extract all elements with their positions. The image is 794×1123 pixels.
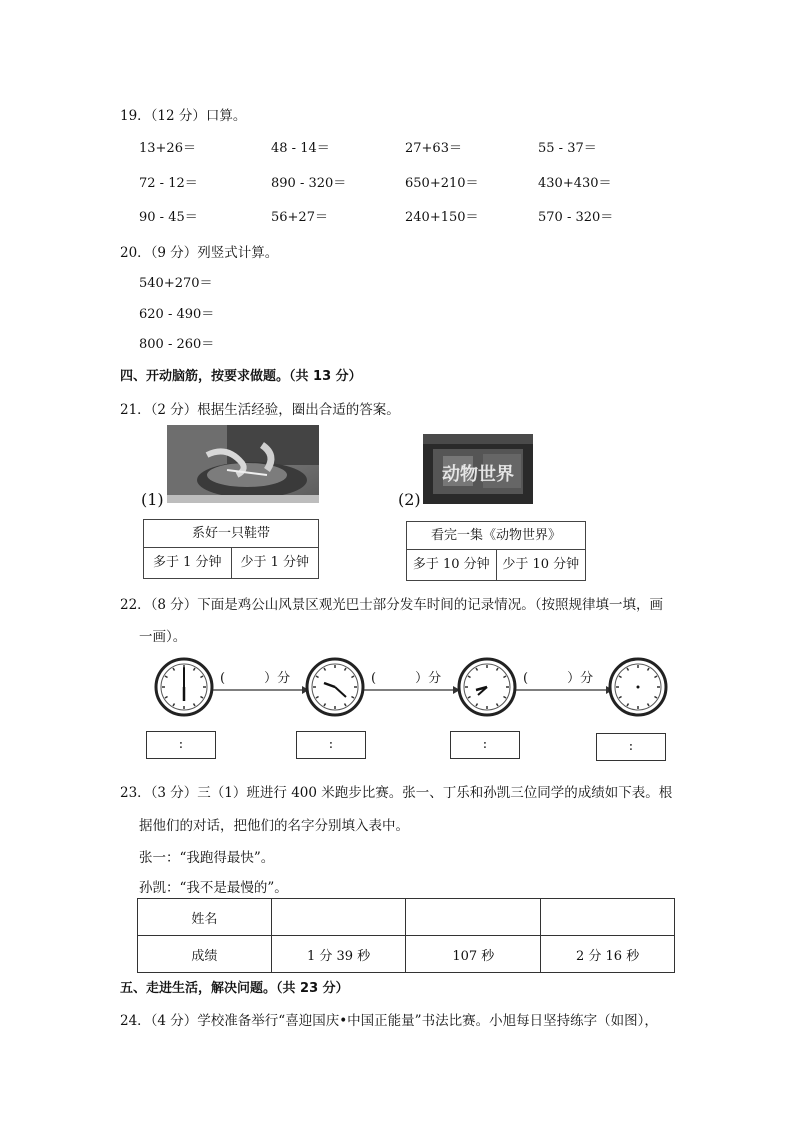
calc-item: 620 - 490＝ <box>139 307 215 322</box>
score-header: 成绩 <box>138 936 272 973</box>
part-2-label: (2) <box>398 490 421 509</box>
table-row <box>138 936 675 973</box>
calc-item: 650+210＝ <box>405 176 479 191</box>
q24-title: 24．（4 分）学校准备举行“喜迎国庆•中国正能量”书法比赛。小旭每日坚持练字（如图）， <box>120 1013 658 1029</box>
option-more-than[interactable]: 多于 1 分钟 <box>152 555 222 570</box>
q23-title-line1: 23．（3 分）三（1）班进行 400 米跑步比赛。张一、丁乐和孙凯三位同学的成绩如下表。根 <box>120 785 673 801</box>
calc-item: 800 - 260＝ <box>139 337 215 352</box>
table-row <box>138 899 675 936</box>
interval-blank-1[interactable]: ( ）分 <box>220 671 291 686</box>
q23-title-line2: 据他们的对话，把他们的名字分别填入表中。 <box>139 818 409 834</box>
quote-sun-kai: 孙凯：“我不是最慢的”。 <box>139 880 288 896</box>
q22-title-line1: 22．（8 分）下面是鸡公山风景区观光巴士部分发车时间的记录情况。（按照规律填一填，画 <box>120 597 664 613</box>
interval-blank-3[interactable]: ( ）分 <box>523 671 594 686</box>
part-1-label: (1) <box>141 490 164 509</box>
score-cell: 1 分 39 秒 <box>271 936 406 973</box>
section-5-heading: 五、走进生活，解决问题。（共 23 分） <box>120 981 349 996</box>
name-blank-2[interactable] <box>406 899 541 936</box>
calc-item: 90 - 45＝ <box>139 210 198 225</box>
time-box-3[interactable]: : <box>450 731 520 759</box>
option-less-than[interactable]: 少于 1 分钟 <box>231 548 319 578</box>
option-more-than[interactable]: 多于 10 分钟 <box>412 557 490 572</box>
score-cell: 107 秒 <box>406 936 541 973</box>
calc-item: 55 - 37＝ <box>538 141 597 156</box>
section-4-heading: 四、开动脑筋，按要求做题。（共 13 分） <box>120 369 362 384</box>
option-less-than[interactable]: 少于 10 分钟 <box>496 550 586 580</box>
calc-item: 27+63＝ <box>405 141 462 156</box>
q20-title: 20．（9 分）列竖式计算。 <box>120 245 279 261</box>
calc-item: 48 - 14＝ <box>271 141 330 156</box>
calc-item: 72 - 12＝ <box>139 176 198 191</box>
calc-item: 56+27＝ <box>271 210 328 225</box>
score-cell: 2 分 16 秒 <box>541 936 675 973</box>
calc-item: 570 - 320＝ <box>538 210 614 225</box>
q22-title-line2: 一画）。 <box>139 629 187 645</box>
task-label: 系好一只鞋带 <box>144 520 318 548</box>
score-table <box>137 898 675 973</box>
calc-item: 430+430＝ <box>538 176 612 191</box>
task-label: 看完一集《动物世界》 <box>407 522 585 550</box>
quote-zhang-yi: 张一：“我跑得最快”。 <box>139 850 275 866</box>
image-title-text: 动物世界 <box>442 464 514 485</box>
time-box-1[interactable]: : <box>146 731 216 759</box>
q21-title: 21．（2 分）根据生活经验，圈出合适的答案。 <box>120 402 400 418</box>
calc-item: 240+150＝ <box>405 210 479 225</box>
name-header: 姓名 <box>138 899 272 936</box>
time-box-2[interactable]: : <box>296 731 366 759</box>
calc-item: 540+270＝ <box>139 276 213 291</box>
calc-item: 890 - 320＝ <box>271 176 347 191</box>
q19-title: 19．（12 分）口算。 <box>120 108 247 124</box>
time-box-4[interactable]: : <box>596 733 666 761</box>
calc-item: 13+26＝ <box>139 141 196 156</box>
interval-blank-2[interactable]: ( ）分 <box>371 671 442 686</box>
name-blank-1[interactable] <box>271 899 406 936</box>
name-blank-3[interactable] <box>541 899 675 936</box>
